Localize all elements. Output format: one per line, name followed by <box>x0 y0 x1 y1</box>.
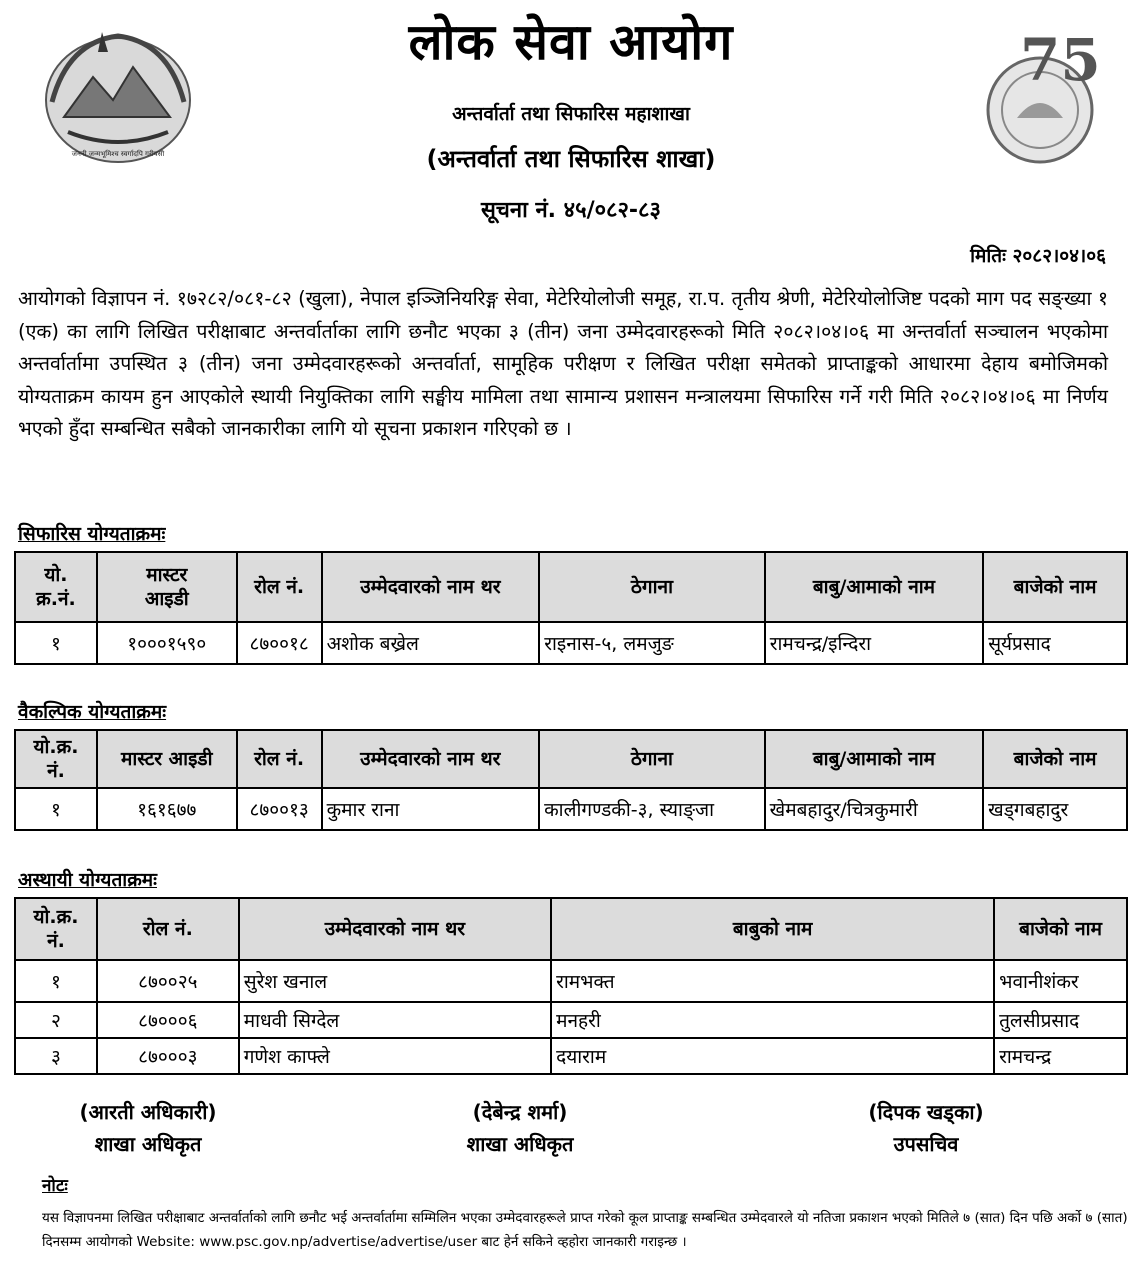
cell-master-id: १६१६७७ <box>97 788 237 830</box>
cell-roll: ८७००२५ <box>97 960 239 1002</box>
cell-roll: ८७००१३ <box>237 788 322 830</box>
cell-parents: खेमबहादुर/चित्रकुमारी <box>765 788 984 830</box>
cell-master-id: १०००१५९० <box>97 622 237 664</box>
signatory-name: (देबेन्द्र शर्मा) <box>472 1100 568 1124</box>
cell-parents: रामचन्द्र/इन्दिरा <box>765 622 983 664</box>
notice-number: सूचना नं. ४५/०८२-८३ <box>481 198 661 223</box>
col-serial: यो.क्र. नं. <box>15 730 97 788</box>
table-row <box>15 1038 1127 1074</box>
notice-paragraph: आयोगको विज्ञापन नं. १७२८२/०८१-८२ (खुला), नेपाल इञ्जिनियरिङ्ग सेवा, मेटेरियोलोजी समूह, रा.प. तृतीय श्रेणी, मेटेरियोलोजिष्ट पदको माग पद सङ्ख्या १ (एक) का लागि लिखित परीक्षाबाट अन्तर्वार्ताका लागि छनौट भएका ३ (तीन) जना उम्मेदवारहरूको मिति २०८२।०४।०६ मा अन्तर्वार्ता सञ्चालन भएकोमा अन्तर्वार्तामा उपस्थित ३ (तीन) जना उम्मेदवारहरूको अन्तर्वार्ता, सामूहिक परीक्षण र लिखित परीक्षा समेतको प्राप्ताङ्कको आधारमा देहाय बमोजिमको योग्यताक्रम कायम हुन आएकोले स्थायी नियुक्तिका लागि सङ्घीय मामिला तथा सामान्य प्रशासन मन्त्रालयमा सिफारिस गर्ने गरी मिति २०८२।०४।०६ मा निर्णय भएको हुँदा सम्बन्धित सबैको जानकारीका लागि यो सूचना प्रकाशन गरिएको छ । <box>18 287 1108 440</box>
logo-75-text: 75 <box>1020 26 1101 94</box>
cell-father: मनहरी <box>551 1002 994 1038</box>
col-roll: रोल नं. <box>237 552 322 622</box>
cell-name: कुमार राना <box>322 788 540 830</box>
cell-address: राइनास-५, लमजुङ <box>539 622 765 664</box>
col-serial: यो.क्र. नं. <box>15 898 97 960</box>
cell-address: कालीगण्डकी-३, स्याङ्जा <box>539 788 765 830</box>
section-name: (अन्तर्वार्ता तथा सिफारिस शाखा) <box>426 145 716 173</box>
temporary-title: अस्थायी योग्यताक्रमः <box>18 869 157 891</box>
cell-father: रामभक्त <box>551 960 994 1002</box>
cell-father: दयाराम <box>551 1038 994 1074</box>
col-address: ठेगाना <box>539 730 765 788</box>
cell-grandfather: तुलसीप्रसाद <box>994 1002 1127 1038</box>
cell-serial: १ <box>15 960 97 1002</box>
alternate-title: वैकल्पिक योग्यताक्रमः <box>18 701 167 723</box>
cell-grandfather: खड्गबहादुर <box>983 788 1127 830</box>
cell-grandfather: भवानीशंकर <box>994 960 1127 1002</box>
note-text: यस विज्ञापनमा लिखित परीक्षाबाट अन्तर्वार्ताको लागि छनौट भई अन्तर्वार्तामा सम्मिलिन भएका उम्मेदवारहरूले प्राप्त गरेको कूल प्राप्ताङ्क सम्बन्धित उम्मेदवारले यो नतिजा प्रकाशन भएको मितिले ७ (सात) दिन पछि अर्को ७ (सात) दिनसम्म आयोगको Website: www.psc.gov.np/advertise/advertise/user बाट हेर्न सकिने व्हहोरा जानकारी गराइन्छ । <box>42 1210 1128 1250</box>
cell-serial: १ <box>15 788 97 830</box>
alternate-table <box>14 729 1128 831</box>
cell-name: माधवी सिग्देल <box>239 1002 551 1038</box>
col-parents: बाबु/आमाको नाम <box>765 552 983 622</box>
signatory-name: (आरती अधिकारी) <box>79 1100 217 1124</box>
cell-roll: ८७०००६ <box>97 1002 239 1038</box>
temporary-table <box>14 897 1128 1075</box>
col-grandfather: बाजेको नाम <box>994 898 1127 960</box>
col-master-id: मास्टर आइडी <box>97 730 237 788</box>
cell-name: अशोक बख्रेल <box>322 622 540 664</box>
note-title: नोटः <box>42 1176 68 1196</box>
cell-grandfather: सूर्यप्रसाद <box>983 622 1127 664</box>
signatory-title: शाखा अधिकृत <box>94 1132 202 1156</box>
signatory-name: (दिपक खड्का) <box>868 1100 984 1124</box>
table-row <box>15 788 1127 830</box>
col-name: उम्मेदवारको नाम थर <box>322 730 540 788</box>
cell-roll: ८७०००३ <box>97 1038 239 1074</box>
table-row <box>15 960 1127 1002</box>
col-master-id: मास्टर आइडी <box>97 552 237 622</box>
emblem-motto: जननी जन्मभूमिश्च स्वर्गादपि गरीयसी <box>71 150 165 158</box>
recommended-table <box>14 551 1128 665</box>
col-name: उम्मेदवारको नाम थर <box>322 552 540 622</box>
division-name: अन्तर्वार्ता तथा सिफारिस महाशाखा <box>452 103 690 125</box>
cell-serial: २ <box>15 1002 97 1038</box>
col-grandfather: बाजेको नाम <box>983 730 1127 788</box>
col-roll: रोल नं. <box>97 898 239 960</box>
signature-block-1 <box>8 1096 288 1160</box>
signatory-title: शाखा अधिकृत <box>466 1132 574 1156</box>
col-grandfather: बाजेको नाम <box>983 552 1127 622</box>
cell-roll: ८७००१८ <box>237 622 322 664</box>
recommended-title: सिफारिस योग्यताक्रमः <box>18 523 166 545</box>
signature-block-3 <box>786 1096 1066 1160</box>
signatory-title: उपसचिव <box>893 1132 959 1156</box>
notice-date: मितिः २०८२।०४।०६ <box>970 245 1106 267</box>
table-row <box>15 1002 1127 1038</box>
page-title: लोक सेवा आयोग <box>408 13 734 71</box>
col-name: उम्मेदवारको नाम थर <box>239 898 551 960</box>
col-father: बाबुको नाम <box>551 898 994 960</box>
cell-serial: ३ <box>15 1038 97 1074</box>
cell-name: सुरेश खनाल <box>239 960 551 1002</box>
cell-grandfather: रामचन्द्र <box>994 1038 1127 1074</box>
signature-block-2 <box>380 1096 660 1160</box>
cell-name: गणेश काफ्ले <box>239 1038 551 1074</box>
col-parents: बाबु/आमाको नाम <box>765 730 984 788</box>
cell-serial: १ <box>15 622 97 664</box>
col-roll: रोल नं. <box>237 730 322 788</box>
col-address: ठेगाना <box>539 552 765 622</box>
col-serial: यो. क्र.नं. <box>15 552 97 622</box>
table-row <box>15 622 1127 664</box>
